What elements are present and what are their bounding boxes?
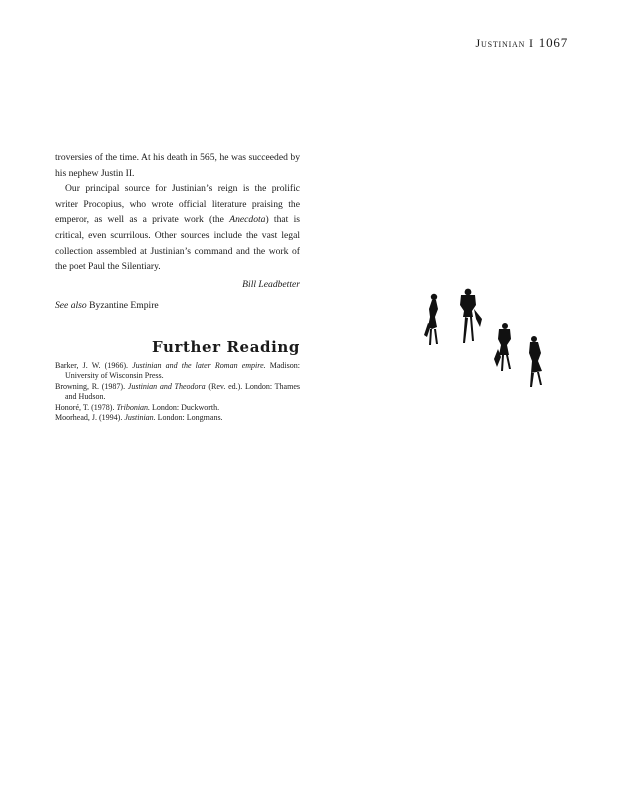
body-paragraph: [55, 181, 300, 275]
body-paragraph: troversies of the time. At his death in 565, he was succeeded by his nephew Justin II.: [55, 152, 300, 179]
paragraph-text: Our principal source for Justinian’s reign is the prolific writer Procopius, who wrote official literature praising the emperor, as well as a private work (the: [55, 183, 300, 226]
see-also-link[interactable]: Byzantine Empire: [89, 300, 159, 312]
ref-title: Tribonian.: [116, 402, 151, 412]
ref-authors: Barker, J. W. (1966).: [55, 360, 133, 370]
text-column: [55, 150, 300, 423]
ref-authors: Browning, R. (1987).: [55, 381, 128, 391]
paragraph-text: ) that is critical, even scurrilous. Other sources include the vast legal collection assembled at Justinian’s command and the work of the poet Paul the Silentiary.: [55, 214, 300, 273]
figure-4: [529, 336, 542, 387]
reference-item: [55, 382, 300, 403]
see-also-label: See also: [55, 300, 87, 312]
further-reading-heading: Further Reading: [151, 337, 300, 356]
ref-authors: Honoré, T. (1978).: [55, 402, 117, 412]
reference-item: [55, 403, 300, 413]
article-author: Bill Leadbetter: [242, 278, 300, 290]
ref-title: Justinian and Theodora: [127, 381, 206, 391]
figure-1: [424, 294, 438, 345]
ref-publisher: Madison: University of Wisconsin Press.: [65, 360, 300, 381]
see-also: [55, 298, 300, 314]
page-number: 1067: [538, 35, 568, 50]
ref-publisher: London: Longmans.: [155, 412, 223, 422]
walking-figures-illustration: [410, 283, 560, 393]
reference-list: [55, 361, 300, 423]
reference-item: [55, 361, 300, 382]
ref-title: Justinian.: [124, 412, 156, 422]
ref-publisher: (Rev. ed.). London: Thames and Hudson.: [65, 381, 300, 402]
ref-authors: Moorhead, J. (1994).: [55, 412, 125, 422]
work-title: Anecdota: [229, 214, 266, 226]
running-head: [476, 35, 568, 51]
ref-publisher: London: Duckworth.: [150, 402, 220, 412]
ref-title: Justinian and the later Roman empire.: [132, 360, 266, 370]
reference-item: [55, 413, 300, 423]
figure-2: [460, 289, 482, 343]
running-head-title: Justinian I: [475, 36, 534, 50]
figure-3: [494, 323, 511, 371]
